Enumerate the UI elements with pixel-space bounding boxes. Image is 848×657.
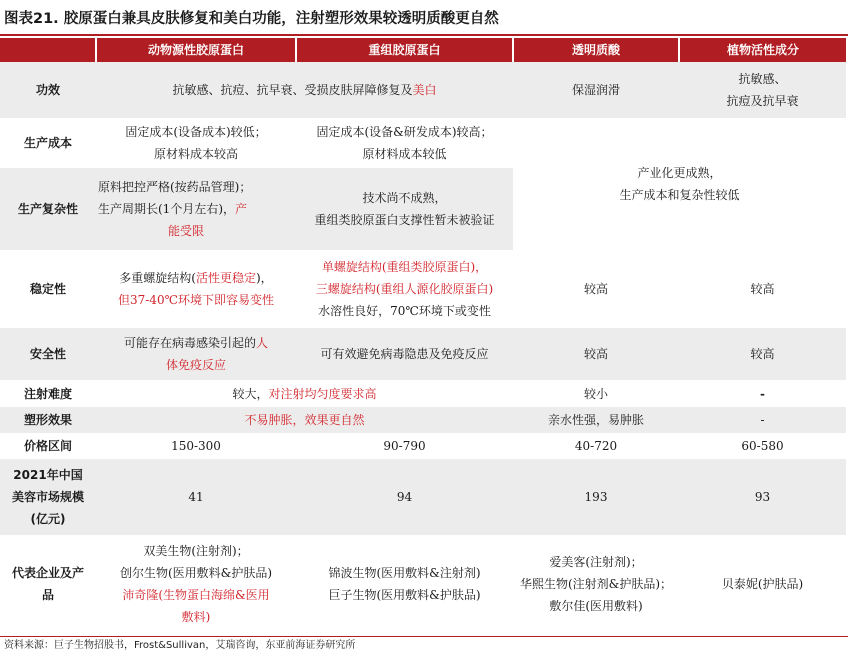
row-label-cost: 生产成本 (23, 136, 72, 150)
row-label-complexity: 生产复杂性 (0, 168, 96, 250)
cell-shaping-collagen: 不易肿胀，效果更自然 (96, 407, 513, 433)
companies-label-line1: 代表企业及产 (11, 565, 84, 580)
comparison-table (0, 38, 846, 632)
complexity-animal-line3: 能受限 (168, 224, 205, 238)
cell-cost-animal (96, 118, 296, 168)
complexity-animal-line1: 原料把控严格(按药品管理)； (98, 180, 252, 194)
cell-efficacy-plant (679, 62, 846, 118)
cost-animal-line2: 原材料成本较高 (153, 147, 238, 161)
table-row-injection (0, 380, 846, 407)
cell-safety-plant: 较高 (679, 328, 846, 380)
table-row-stability (0, 250, 846, 328)
companies-label-line2: 品 (41, 587, 54, 602)
cell-safety-recombinant: 可有效避免病毒隐患及免疫反应 (296, 328, 513, 380)
cell-market-animal: 41 (96, 459, 296, 535)
complexity-animal-line2-text: 生产周期长(1个月左右)， (98, 202, 235, 216)
header-hyaluronic-acid: 透明质酸 (513, 38, 679, 62)
row-label-market (0, 459, 96, 535)
market-label-line3: (亿元) (30, 512, 66, 526)
companies-recombinant-line2: 巨子生物(医用敷料&护肤品) (328, 587, 481, 602)
cell-price-recombinant: 90-790 (383, 439, 426, 453)
header-plant-ingredients: 植物活性成分 (679, 38, 846, 62)
cell-price-plant: 60-580 (741, 439, 784, 453)
safety-animal-line2: 体免疫反应 (165, 358, 226, 372)
stability-recombinant-line2: 三螺旋结构(重组人源化胶原蛋白) (315, 282, 494, 296)
table-row-safety (0, 328, 846, 380)
cell-cost-complexity-ha-plant (513, 118, 846, 250)
efficacy-plant-line2: 抗痘及抗早衰 (726, 94, 799, 108)
cell-safety-ha: 较高 (513, 328, 679, 380)
page-title: 图表21. 胶原蛋白兼具皮肤修复和美白功能，注射塑形效果较透明质酸更自然 (4, 11, 499, 27)
injection-text: 较大， (232, 386, 269, 401)
cell-injection-collagen (96, 380, 513, 407)
cell-companies-ha (513, 535, 679, 632)
companies-animal-line2: 创尔生物(医用敷料&护肤品) (119, 565, 273, 580)
table-row-shaping (0, 407, 846, 433)
cell-safety-animal (96, 328, 296, 380)
cell-market-ha: 193 (513, 459, 679, 535)
header-recombinant-collagen: 重组胶原蛋白 (296, 38, 513, 62)
companies-recombinant-line1: 锦波生物(医用敷料&注射剂) (328, 565, 481, 580)
stability-recombinant-line1: 单螺旋结构(重组类胶原蛋白)， (321, 260, 488, 274)
row-label-stability: 稳定性 (29, 282, 66, 296)
companies-ha-line2: 华熙生物(注射剂&护肤品)； (519, 576, 673, 591)
complexity-animal-line2 (98, 198, 294, 220)
companies-ha-line3: 敷尔佳(医用敷料) (549, 598, 643, 613)
cell-cost-recombinant (296, 118, 513, 168)
cell-shaping-plant: - (679, 407, 846, 433)
market-label-line2: 美容市场规模 (11, 490, 84, 504)
source-note: 资料来源：巨子生物招股书，Frost&Sullivan，艾瑞咨询，东亚前海证券研究所 (4, 640, 356, 651)
efficacy-highlight: 美白 (412, 83, 437, 97)
cell-complexity-animal (96, 168, 296, 250)
cost-ha-plant-line2: 生产成本和复杂性较低 (619, 188, 740, 202)
cost-animal-line1: 固定成本(设备成本)较低； (125, 125, 267, 139)
cell-market-plant: 93 (679, 459, 846, 535)
stability-animal-line1-a: 多重螺旋结构( (119, 271, 196, 285)
cell-complexity-recombinant (296, 168, 513, 250)
cell-companies-animal (96, 535, 296, 632)
companies-animal-line1: 双美生物(注射剂)； (143, 543, 249, 558)
cell-shaping-ha: 亲水性强，易肿胀 (513, 407, 679, 433)
stability-animal-line1-highlight: 活性更稳定 (195, 271, 256, 285)
stability-recombinant-line3: 水溶性良好，70℃环境下或变性 (318, 304, 491, 318)
cell-stability-ha: 较高 (583, 282, 608, 296)
footer-divider (0, 636, 848, 637)
table-row-efficacy (0, 62, 846, 118)
market-label-line1: 2021年中国 (13, 468, 83, 482)
cell-companies-recombinant (296, 535, 513, 632)
efficacy-text: 抗敏感、抗痘、抗早衰、受损皮肤屏障修复及 (172, 83, 413, 97)
cost-ha-plant-line1: 产业化更成熟， (637, 166, 722, 180)
cell-efficacy-ha: 保湿润滑 (513, 62, 679, 118)
table-header-row (0, 38, 846, 62)
stability-animal-line2: 但37-40℃环境下即容易变性 (117, 293, 275, 307)
efficacy-plant-line1: 抗敏感、 (738, 72, 787, 86)
cost-recombinant-line1: 固定成本(设备&研发成本)较高； (316, 125, 493, 139)
cell-stability-animal (96, 250, 296, 328)
row-label-companies (0, 535, 96, 632)
complexity-animal-line2-highlight: 产 (235, 202, 248, 216)
row-label-safety: 安全性 (0, 328, 96, 380)
cell-injection-plant: - (760, 386, 765, 401)
cell-stability-recombinant (296, 250, 513, 328)
safety-animal-line1 (98, 332, 294, 354)
table-row-price (0, 433, 846, 459)
table-row-companies (0, 535, 846, 632)
cell-price-ha: 40-720 (574, 439, 618, 453)
cost-recombinant-line2: 原材料成本较低 (362, 147, 447, 161)
row-label-price: 价格区间 (23, 439, 72, 453)
safety-animal-line1-text: 可能存在病毒感染引起的 (123, 336, 256, 350)
cell-efficacy-collagen (96, 62, 513, 118)
companies-animal-line4: 敷料) (181, 609, 211, 624)
row-label-shaping: 塑形效果 (0, 407, 96, 433)
cell-price-animal: 150-300 (171, 439, 221, 453)
complexity-recombinant-line2: 重组类胶原蛋白支撑性暂未被验证 (314, 213, 495, 227)
companies-animal-line3: 沛奇隆(生物蛋白海绵&医用 (122, 587, 270, 602)
stability-animal-line1 (98, 267, 294, 289)
stability-animal-line1-c: )， (256, 271, 273, 285)
row-label-injection: 注射难度 (23, 386, 72, 401)
cell-market-recombinant: 94 (296, 459, 513, 535)
row-label-efficacy: 功效 (0, 62, 96, 118)
companies-ha-line1: 爱美客(注射剂)； (549, 554, 643, 569)
safety-animal-line1-highlight: 人 (256, 336, 269, 350)
header-animal-collagen: 动物源性胶原蛋白 (96, 38, 296, 62)
cell-companies-plant: 贝泰妮(护肤品) (721, 576, 804, 591)
injection-highlight: 对注射均匀度要求高 (268, 386, 377, 401)
cell-stability-plant: 较高 (750, 282, 775, 296)
complexity-recombinant-line1: 技术尚不成熟， (362, 191, 447, 205)
table-row-cost (0, 118, 846, 168)
table-row-market (0, 459, 846, 535)
header-empty (0, 38, 96, 62)
cell-injection-ha: 较小 (583, 386, 608, 401)
title-divider (0, 34, 848, 36)
